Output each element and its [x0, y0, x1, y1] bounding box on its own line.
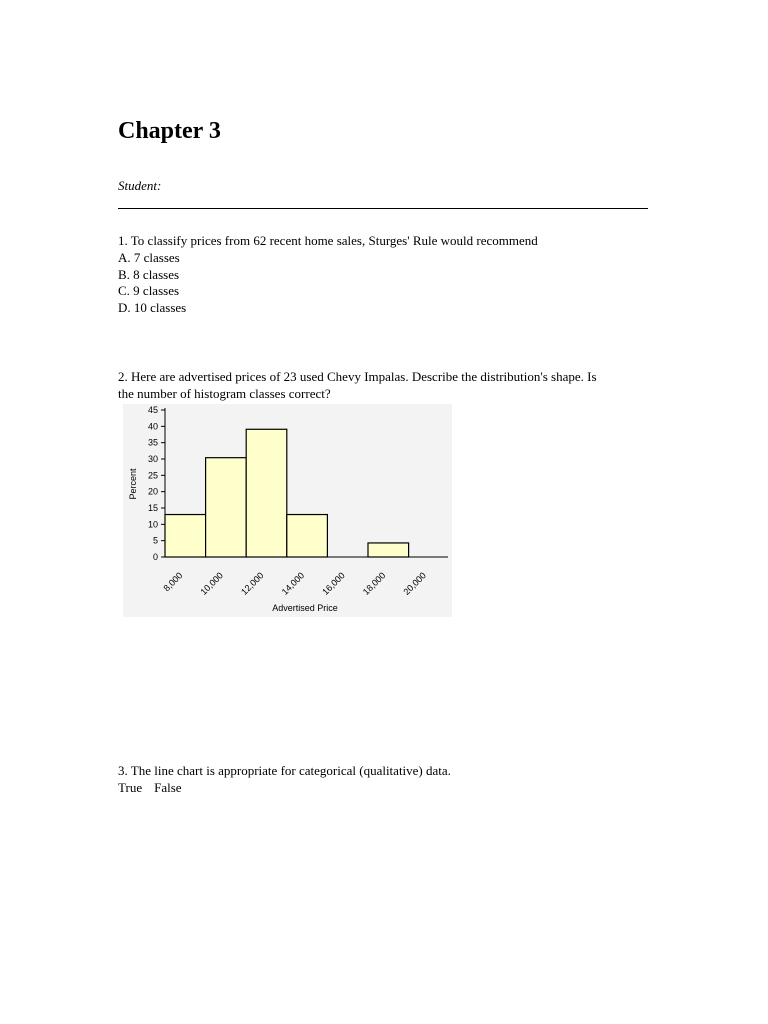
- x-axis-label: Advertised Price: [272, 603, 338, 613]
- x-tick-label: 18,000: [360, 570, 388, 597]
- question-3-choices: [118, 780, 451, 797]
- x-tick-label: 8,000: [161, 570, 185, 594]
- histogram-chart: [123, 404, 452, 617]
- histogram-bar: [246, 429, 287, 557]
- y-axis-label: Percent: [128, 468, 138, 500]
- student-name-line: [118, 208, 648, 209]
- question-2-stem-line-1: 2. Here are advertised prices of 23 used Chevy Impalas. Describe the distribution's shape. Is: [118, 369, 597, 384]
- true-choice: True: [118, 779, 143, 795]
- histogram-svg: [123, 404, 452, 617]
- x-tick-label: 12,000: [239, 570, 266, 597]
- question-1-option-b: B. 8 classes: [118, 266, 180, 282]
- y-tick-label: 0: [152, 552, 158, 562]
- y-tick-label: 10: [147, 519, 158, 530]
- y-tick-label: 30: [147, 454, 158, 464]
- histogram-bar: [206, 458, 247, 557]
- y-tick-label: 40: [147, 421, 158, 432]
- false-choice: False: [154, 779, 182, 795]
- y-tick-label: 20: [147, 486, 158, 497]
- y-tick-label: 25: [147, 470, 158, 481]
- histogram-bar: [287, 515, 328, 557]
- question-1-option-a: A. 7 classes: [118, 249, 180, 265]
- question-1-stem: 1. To classify prices from 62 recent home sales, Sturges' Rule would recommend: [118, 233, 538, 248]
- question-3: [118, 763, 451, 797]
- question-2: [118, 369, 658, 403]
- x-tick-label: 16,000: [320, 570, 347, 597]
- question-1-option-c: C. 9 classes: [118, 283, 180, 299]
- question-1-option-d: D. 10 classes: [118, 300, 187, 316]
- x-tick-label: 14,000: [279, 570, 307, 597]
- y-tick-label: 45: [147, 405, 158, 415]
- y-tick-label: 5: [152, 535, 158, 546]
- question-3-stem: 3. The line chart is appropriate for categorical (qualitative) data.: [118, 763, 451, 778]
- question-2-stem-line-2: the number of histogram classes correct?: [118, 385, 331, 401]
- histogram-bar: [368, 543, 409, 557]
- x-tick-label: 10,000: [198, 570, 226, 597]
- student-label: Student:: [118, 178, 162, 193]
- histogram-bar: [165, 515, 206, 557]
- chapter-title: Chapter 3: [118, 118, 221, 144]
- x-tick-label: 20,000: [401, 570, 429, 597]
- question-1: [118, 233, 538, 317]
- y-tick-label: 35: [147, 437, 158, 448]
- y-tick-label: 15: [147, 503, 158, 513]
